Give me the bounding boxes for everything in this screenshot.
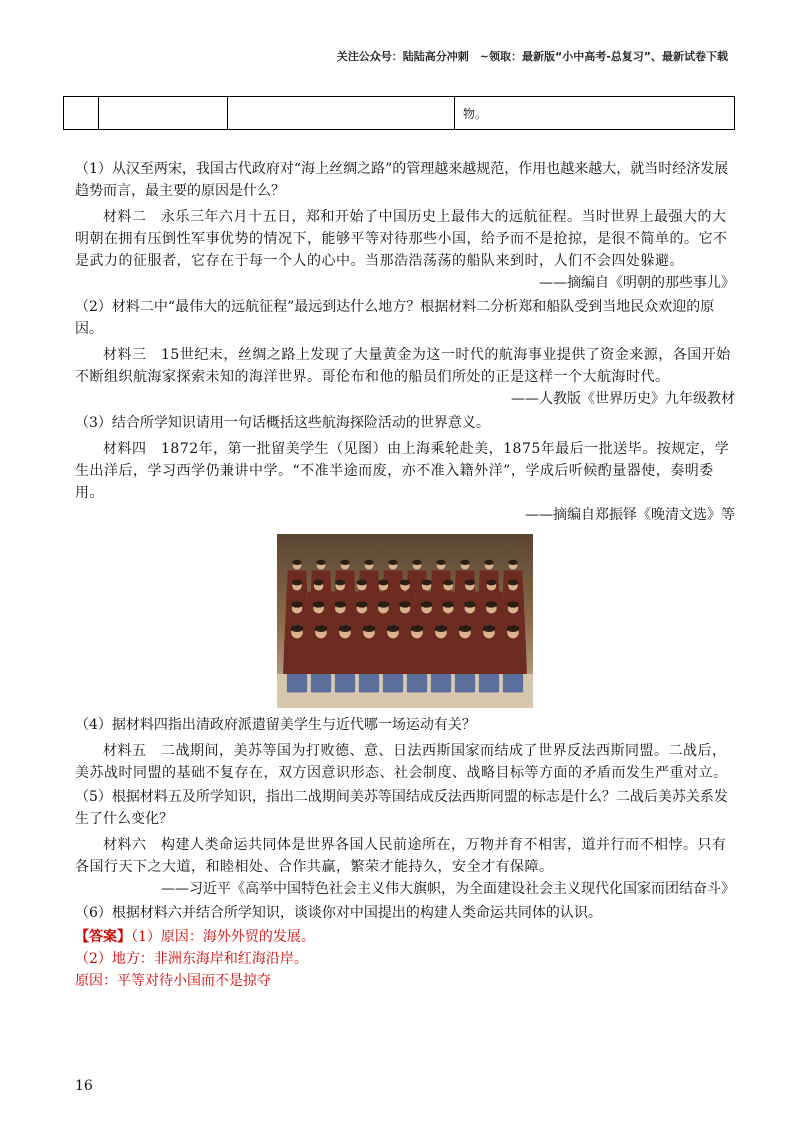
student-cap	[508, 560, 517, 565]
student-cap	[421, 601, 433, 607]
student-cap	[340, 560, 349, 565]
student-cap	[378, 580, 388, 586]
material-6: 材料六 构建人类命运共同体是世界各国人民前途所在，万物并育不相害，道并行而不相悖。只有各国行天下之大道，和睦相处、合作共赢，繁荣才能持久，安全才有保障。	[75, 837, 727, 875]
student-robe	[359, 674, 379, 692]
answer-tag: 【答案】	[75, 929, 131, 945]
document-body	[75, 156, 735, 992]
student-figure	[451, 640, 479, 675]
student-robe	[311, 674, 331, 692]
student-cap	[292, 580, 302, 586]
student-cap	[313, 580, 323, 586]
material-5: 材料五 二战期间，美苏等国为打败德、意、日法西斯国家而结成了世界反法西斯同盟。二战后，美苏战时同盟的基础不复存在，双方因意识形态、社会制度、战略目标等方面的矛盾而发生严重对立。	[75, 743, 728, 781]
material-3: 材料三 15世纪末，丝绸之路上发现了大量黄金为这一时代的航海事业提供了资金来源，各国开始不断组织航海家探索未知的海洋世界。哥伦布和他的船员们所处的正是这样一个大航海时代。	[75, 347, 731, 385]
student-robe	[407, 674, 427, 692]
student-cap	[465, 580, 475, 586]
table-cell	[64, 97, 99, 130]
student-cap	[316, 560, 325, 565]
student-cap	[399, 601, 411, 607]
student-figure	[403, 640, 431, 675]
student-robe	[503, 674, 523, 692]
material-3-source: ——人教版《世界历史》九年级教材	[511, 391, 735, 407]
student-robe	[287, 674, 307, 692]
question-5: （5）根据材料五及所学知识，指出二战期间美苏等国结成反法西斯同盟的标志是什么？二战后美苏关系发生了什么变化？	[75, 789, 728, 827]
answer-1	[75, 926, 735, 948]
students-photo-image	[277, 534, 533, 708]
student-cap	[436, 560, 445, 565]
question-3: （3）结合所学知识请用一句话概括这些航海探险活动的世界意义。	[75, 415, 490, 431]
student-cap	[421, 580, 431, 586]
student-cap	[315, 625, 328, 632]
question-1: （1）从汉至两宋，我国古代政府对“海上丝绸之路”的管理越来越规范，作用也越来越大，就当时经济发展趋势而言，最主要的原因是什么？	[75, 161, 729, 199]
student-cap	[378, 601, 390, 607]
student-cap	[507, 625, 520, 632]
table-cell	[99, 97, 228, 130]
student-cap	[442, 601, 454, 607]
answer-2: （2）地方：非洲东海岸和红海沿岸。	[75, 951, 308, 967]
student-cap	[334, 601, 346, 607]
student-robe	[455, 674, 475, 692]
student-figure	[427, 640, 455, 675]
student-cap	[443, 580, 453, 586]
student-robe	[479, 674, 499, 692]
material-2: 材料二 永乐三年六月十五日，郑和开始了中国历史上最伟大的远航征程。当时世界上最强大的大明朝在拥有压倒性军事优势的情况下，能够平等对待那些小国，给予而不是抢掠，是很不简单的。它不是武力的征服者，它存在于每一个人的心中。当那浩浩荡荡的船队来到时，人们不会四处躲避。	[75, 209, 728, 269]
student-cap	[388, 560, 397, 565]
question-6: （6）根据材料六并结合所学知识，谈谈你对中国提出的构建人类命运共同体的认识。	[75, 905, 602, 921]
student-robe	[335, 674, 355, 692]
students-photo	[277, 534, 533, 708]
student-cap	[339, 625, 352, 632]
student-cap	[486, 580, 496, 586]
student-figure	[475, 640, 503, 675]
student-cap	[411, 625, 424, 632]
student-cap	[387, 625, 400, 632]
student-cap	[313, 601, 325, 607]
student-cap	[412, 560, 421, 565]
student-cap	[363, 625, 376, 632]
student-figure	[331, 640, 359, 675]
student-cap	[459, 625, 472, 632]
student-figure	[499, 640, 527, 675]
student-cap	[508, 580, 518, 586]
student-cap	[400, 580, 410, 586]
student-cap	[486, 601, 498, 607]
student-cap	[291, 601, 303, 607]
student-cap	[460, 560, 469, 565]
page-number: 16	[75, 1078, 93, 1094]
student-cap	[507, 601, 519, 607]
student-robe	[383, 674, 403, 692]
student-cap	[291, 625, 304, 632]
student-cap	[292, 560, 301, 565]
student-cap	[483, 625, 496, 632]
top-table	[63, 96, 735, 130]
answer-1-text: （1）原因：海外外贸的发展。	[131, 929, 315, 945]
table-cell	[228, 97, 455, 130]
student-cap	[484, 560, 493, 565]
student-figure	[355, 640, 383, 675]
student-figure	[379, 640, 407, 675]
student-figure	[283, 640, 311, 675]
student-cap	[364, 560, 373, 565]
answer-3: 原因：平等对待小国而不是掠夺	[75, 973, 271, 989]
question-4: （4）据材料四指出清政府派遣留美学生与近代哪一场运动有关？	[75, 717, 476, 733]
student-cap	[356, 601, 368, 607]
student-cap	[464, 601, 476, 607]
material-4: 材料四 1872年，第一批留美学生（见图）由上海乘轮赴美，1875年最后一批送毕。按规定，学生出洋后，学习西学仍兼讲中学。“不准半途而废，亦不准入籍外洋”，学成后听候酌量器使，奏明委用。	[75, 441, 730, 501]
page-header: 关注公众号：陆陆高分冲刺 ~领取：最新版“小中高考-总复习”、最新试卷下载	[336, 50, 728, 63]
table-cell: 物。	[455, 97, 735, 130]
student-cap	[335, 580, 345, 586]
student-cap	[435, 625, 448, 632]
question-2: （2）材料二中“最伟大的远航征程”最远到达什么地方？根据材料二分析郑和船队受到当地民众欢迎的原因。	[75, 299, 715, 337]
student-cap	[357, 580, 367, 586]
material-6-source: ——习近平《高举中国特色社会主义伟大旗帜，为全面建设社会主义现代化国家而团结奋斗》	[161, 881, 735, 897]
material-4-source: ——摘编自郑振铎《晚清文选》等	[525, 507, 735, 523]
student-robe	[431, 674, 451, 692]
student-figure	[307, 640, 335, 675]
material-2-source: ——摘编自《明朝的那些事儿》	[539, 275, 735, 291]
